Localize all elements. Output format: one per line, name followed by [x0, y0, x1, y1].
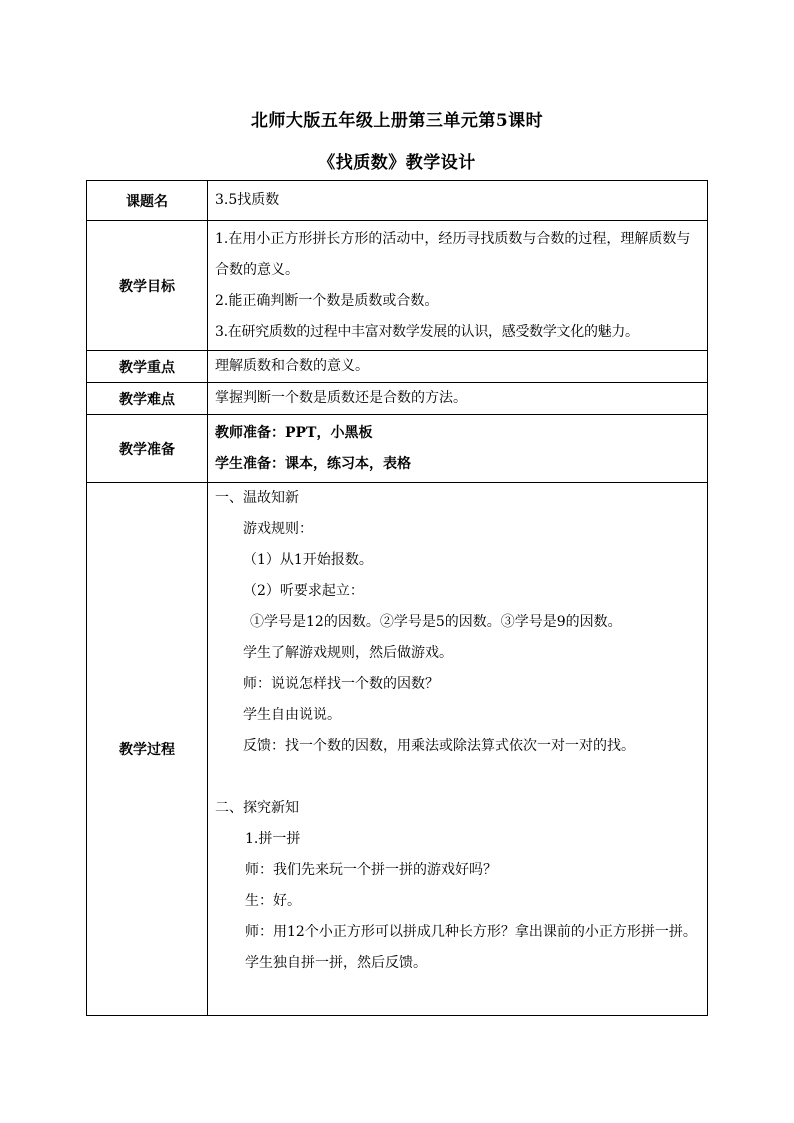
value-topic — [208, 181, 708, 221]
process-line: 学生独自拼一拼，然后反馈。 — [245, 955, 427, 971]
process-line: 师：说说怎样找一个数的因数？ — [243, 676, 439, 692]
value-key-point — [208, 351, 708, 383]
process-line: 学生了解游戏规则，然后做游戏。 — [243, 645, 453, 661]
label-objectives: 教学目标 — [87, 221, 208, 351]
blank-line — [215, 762, 700, 793]
section1-heading: 一、温故知新 — [215, 490, 299, 506]
document-subtitle: 《找质数》教学设计 — [318, 153, 476, 173]
student-preparation: 学生准备：课本，练习本，表格 — [215, 455, 411, 472]
lesson-plan-table — [86, 180, 708, 1016]
objective-item-1: 1.在用小正方形拼长方形的活动中，经历寻找质数与合数的过程，理解质数与合数的意义。 — [215, 230, 691, 278]
objective-item-2: 2.能正确判断一个数是质数或合数。 — [215, 292, 439, 309]
row-objectives — [87, 221, 708, 351]
value-objectives — [208, 221, 708, 351]
topic-text: 3.5找质数 — [215, 192, 280, 208]
section2-subheading: 1.拼一拼 — [245, 831, 301, 847]
key-point-text: 理解质数和合数的意义。 — [215, 358, 369, 374]
row-topic — [87, 181, 708, 221]
value-difficulty — [208, 383, 708, 415]
process-line: 师：用12个小正方形可以拼成几种长方形？拿出课前的小正方形拼一拼。 — [245, 924, 697, 940]
process-line: （1）从1开始报数。 — [243, 552, 373, 568]
label-topic: 课题名 — [87, 181, 208, 221]
label-difficulty: 教学难点 — [87, 383, 208, 415]
process-line: ①学号是12的因数。②学号是5的因数。③学号是9的因数。 — [250, 614, 622, 630]
difficulty-text: 掌握判断一个数是质数还是合数的方法。 — [215, 390, 467, 406]
process-line: 生：好。 — [245, 893, 301, 909]
label-preparation: 教学准备 — [87, 415, 208, 483]
teacher-preparation: 教师准备：PPT，小黑板 — [215, 424, 373, 441]
objective-item-3: 3.在研究质数的过程中丰富对数学发展的认识，感受数学文化的魅力。 — [215, 323, 639, 340]
section2-heading: 二、探究新知 — [215, 800, 299, 816]
row-preparation — [87, 415, 708, 483]
row-key-point — [87, 351, 708, 383]
process-line: （2）听要求起立： — [243, 583, 364, 599]
process-line: 游戏规则： — [243, 521, 313, 537]
value-preparation — [208, 415, 708, 483]
document-title: 北师大版五年级上册第三单元第5课时 — [250, 111, 544, 131]
row-process — [87, 483, 708, 1016]
label-process: 教学过程 — [87, 483, 208, 1016]
value-process — [208, 483, 708, 1016]
label-key-point: 教学重点 — [87, 351, 208, 383]
process-line: 师：我们先来玩一个拼一拼的游戏好吗？ — [245, 862, 497, 878]
process-line: 反馈：找一个数的因数，用乘法或除法算式依次一对一对的找。 — [243, 738, 635, 754]
process-line: 学生自由说说。 — [243, 707, 341, 723]
row-difficulty — [87, 383, 708, 415]
